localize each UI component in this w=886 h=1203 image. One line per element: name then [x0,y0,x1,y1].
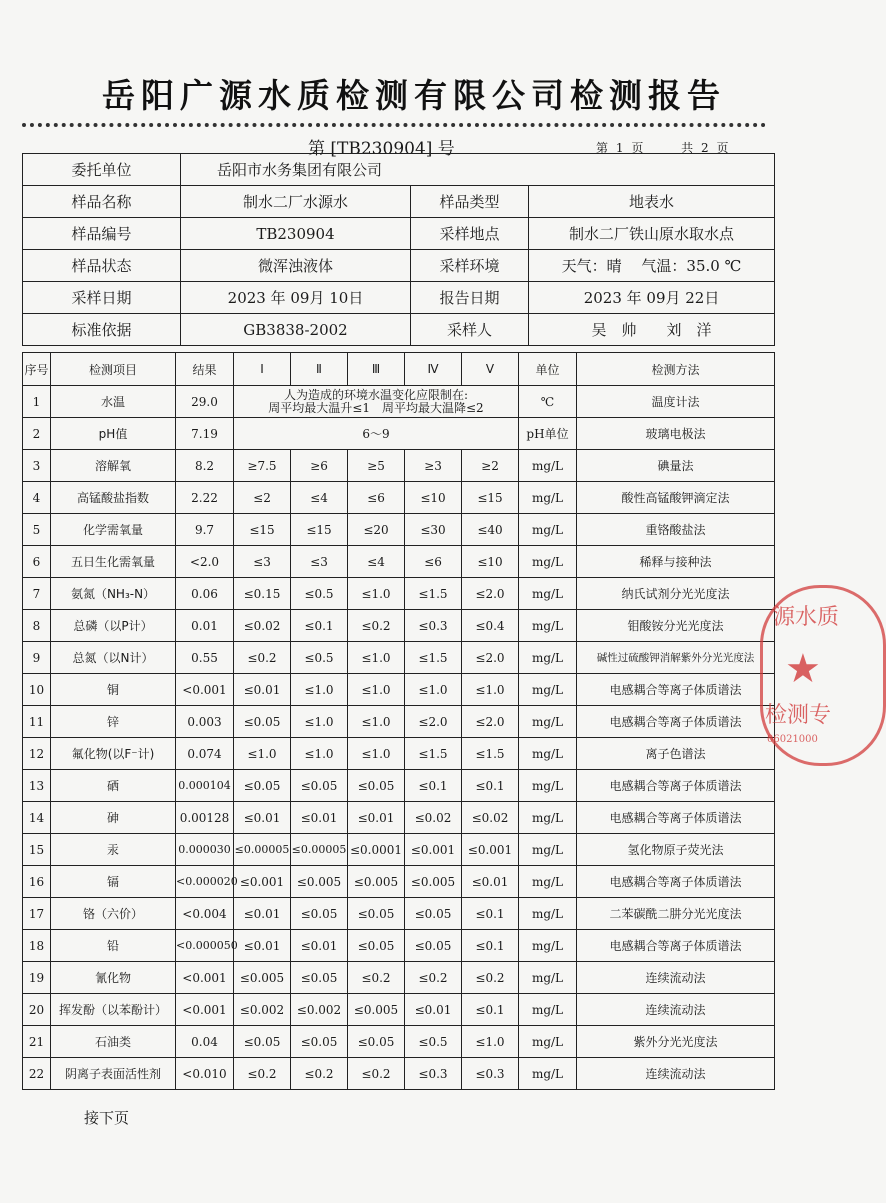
row-method: 电感耦合等离子体质谱法 [577,706,775,738]
table-row [23,770,775,802]
row-unit: mg/L [519,482,577,514]
row-class4: ≤1.5 [405,578,462,610]
row-method: 电感耦合等离子体质谱法 [577,866,775,898]
col-class2-header: Ⅱ [291,353,348,386]
row-class4: ≤0.3 [405,1058,462,1090]
info-row-state [23,250,775,282]
standard-label: 标准依据 [23,314,181,346]
row-class1: ≤0.005 [234,962,291,994]
row-method: 电感耦合等离子体质谱法 [577,802,775,834]
row-class5: ≤10 [462,546,519,578]
row-result: <0.010 [176,1058,234,1090]
row-class3: ≤1.0 [348,642,405,674]
row-result: <0.001 [176,994,234,1026]
row-class1: ≤0.05 [234,770,291,802]
table-row [23,418,775,450]
row-result: <0.004 [176,898,234,930]
row-class3: ≤0.05 [348,898,405,930]
row-result: 0.55 [176,642,234,674]
col-class4-header: Ⅳ [405,353,462,386]
row-unit: mg/L [519,578,577,610]
row-class3: ≤0.05 [348,1026,405,1058]
row-method: 稀释与接种法 [577,546,775,578]
row-result: 0.000104 [176,770,234,802]
info-row-sample-no [23,218,775,250]
row-result: 0.000030 [176,834,234,866]
row-class2: ≤0.05 [291,898,348,930]
row-method: 纳氏试剂分光光度法 [577,578,775,610]
row-no: 8 [23,610,51,642]
row-unit: mg/L [519,962,577,994]
row-method: 碱性过硫酸钾消解紫外分光光度法 [577,642,775,674]
col-class3-header: Ⅲ [348,353,405,386]
row-method: 电感耦合等离子体质谱法 [577,674,775,706]
table-row [23,738,775,770]
row-result: 2.22 [176,482,234,514]
total-unit: 页 [716,141,729,155]
row-item: 水温 [51,386,176,418]
row-class4: ≤0.2 [405,962,462,994]
row-class3: ≤0.0001 [348,834,405,866]
row-class2: ≤1.0 [291,706,348,738]
client-value: 岳阳市水务集团有限公司 [181,154,775,186]
row-item: 氨氮（NH₃-N） [51,578,176,610]
row-class4: ≤0.3 [405,610,462,642]
seal-code: 06021000 [767,734,818,745]
row-no: 2 [23,418,51,450]
row-class2: ≤1.0 [291,738,348,770]
row-result: <0.001 [176,674,234,706]
row-no: 3 [23,450,51,482]
info-row-sample-name [23,186,775,218]
row-result: <0.001 [176,962,234,994]
row-class1: ≤0.2 [234,642,291,674]
row-class3: ≤0.005 [348,994,405,1026]
table-row [23,386,775,418]
table-row [23,1058,775,1090]
row-class5: ≤0.2 [462,962,519,994]
row-class5: ≤0.1 [462,994,519,1026]
row-class1: ≤1.0 [234,738,291,770]
row-class2: ≤0.05 [291,770,348,802]
row-no: 6 [23,546,51,578]
row-method: 氢化物原子荧光法 [577,834,775,866]
sampler-value: 吴 帅 刘 洋 [529,314,775,346]
note-line-1: 人为造成的环境水温变化应限制在: [283,387,469,402]
row-no: 14 [23,802,51,834]
row-class4: ≤10 [405,482,462,514]
row-method: 紫外分光光度法 [577,1026,775,1058]
temperature-note [234,386,519,418]
row-unit: mg/L [519,802,577,834]
row-class3: ≥5 [348,450,405,482]
state-value: 微浑浊液体 [181,250,411,282]
client-label: 委托单位 [23,154,181,186]
table-row [23,450,775,482]
table-row [23,674,775,706]
row-unit: mg/L [519,450,577,482]
row-item: 高锰酸盐指数 [51,482,176,514]
row-class2: ≤3 [291,546,348,578]
row-no: 21 [23,1026,51,1058]
row-method: 玻璃电极法 [577,418,775,450]
env-label: 采样环境 [411,250,529,282]
date-value: 2023 年 09月 10日 [181,282,411,314]
site-value: 制水二厂铁山原水取水点 [529,218,775,250]
row-unit: mg/L [519,866,577,898]
row-class2: ≤0.01 [291,802,348,834]
row-result: <0.000020 [176,866,234,898]
row-item: 化学需氧量 [51,514,176,546]
row-class5: ≤0.1 [462,898,519,930]
row-result: 0.01 [176,610,234,642]
row-method: 重铬酸盐法 [577,514,775,546]
row-class3: ≤0.05 [348,930,405,962]
row-class1: ≤3 [234,546,291,578]
table-row [23,706,775,738]
row-item: pH值 [51,418,176,450]
row-item: 总磷（以P计） [51,610,176,642]
sample-name-value: 制水二厂水源水 [181,186,411,218]
row-item: 镉 [51,866,176,898]
row-no: 10 [23,674,51,706]
row-result: 7.19 [176,418,234,450]
row-method: 离子色谱法 [577,738,775,770]
table-row [23,898,775,930]
row-class3: ≤6 [348,482,405,514]
page-unit: 页 [631,141,644,155]
row-class4: ≤0.01 [405,994,462,1026]
table-header-row [23,353,775,386]
seal-star-icon: ★ [785,646,821,692]
row-no: 11 [23,706,51,738]
row-unit: mg/L [519,898,577,930]
row-unit: mg/L [519,834,577,866]
row-class2: ≤0.00005 [291,834,348,866]
row-class5: ≤0.1 [462,930,519,962]
row-no: 22 [23,1058,51,1090]
row-method: 电感耦合等离子体质谱法 [577,930,775,962]
row-class1: ≤15 [234,514,291,546]
row-method: 二苯碳酰二肼分光光度法 [577,898,775,930]
continued-note: 接下页 [84,1109,130,1127]
col-item-header: 检测项目 [51,353,176,386]
row-no: 18 [23,930,51,962]
row-class3: ≤0.01 [348,802,405,834]
row-unit: pH单位 [519,418,577,450]
report-number: 第 [TB230904] 号 [308,139,455,159]
row-class1: ≤0.2 [234,1058,291,1090]
table-row [23,642,775,674]
row-item: 砷 [51,802,176,834]
table-row [23,546,775,578]
sample-type-value: 地表水 [529,186,775,218]
table-row [23,994,775,1026]
env-value: 天气：晴 气温：35.0 ℃ [529,250,775,282]
row-class2: ≤0.5 [291,642,348,674]
seal-text-top: 源水质 [773,605,840,630]
row-class4: ≤30 [405,514,462,546]
table-row [23,482,775,514]
info-row-standard [23,314,775,346]
row-class1: ≤0.01 [234,802,291,834]
row-no: 20 [23,994,51,1026]
row-class5: ≤0.01 [462,866,519,898]
col-no-header: 序号 [23,353,51,386]
row-class2: ≤0.01 [291,930,348,962]
row-item: 硒 [51,770,176,802]
row-result: 8.2 [176,450,234,482]
row-item: 氰化物 [51,962,176,994]
row-no: 9 [23,642,51,674]
row-class5: ≤0.4 [462,610,519,642]
sampler-label: 采样人 [411,314,529,346]
row-class1: ≤0.001 [234,866,291,898]
row-unit: mg/L [519,770,577,802]
page-number: 1 [615,141,624,155]
row-method: 连续流动法 [577,1058,775,1090]
row-unit: ℃ [519,386,577,418]
col-unit-header: 单位 [519,353,577,386]
row-class3: ≤0.05 [348,770,405,802]
col-result-header: 结果 [176,353,234,386]
row-class2: ≤0.005 [291,866,348,898]
row-class2: ≤4 [291,482,348,514]
table-row [23,930,775,962]
row-class2: ≤1.0 [291,674,348,706]
row-item: 铬（六价） [51,898,176,930]
row-item: 阴离子表面活性剂 [51,1058,176,1090]
sample-no-label: 样品编号 [23,218,181,250]
row-no: 5 [23,514,51,546]
row-result: 0.06 [176,578,234,610]
row-class3: ≤1.0 [348,674,405,706]
row-unit: mg/L [519,738,577,770]
table-row [23,1026,775,1058]
row-item: 铜 [51,674,176,706]
row-item: 锌 [51,706,176,738]
row-no: 12 [23,738,51,770]
row-method: 碘量法 [577,450,775,482]
sample-no-value: TB230904 [181,218,411,250]
row-class5: ≤2.0 [462,578,519,610]
page-label: 第 [596,141,609,155]
row-result: 0.04 [176,1026,234,1058]
row-item: 溶解氧 [51,450,176,482]
row-result: 9.7 [176,514,234,546]
row-unit: mg/L [519,514,577,546]
row-unit: mg/L [519,642,577,674]
row-item: 氟化物(以F⁻计) [51,738,176,770]
row-item: 石油类 [51,1026,176,1058]
row-class1: ≤0.01 [234,674,291,706]
row-class1: ≤0.01 [234,898,291,930]
row-class2: ≤15 [291,514,348,546]
row-no: 1 [23,386,51,418]
row-item: 汞 [51,834,176,866]
row-class1: ≥7.5 [234,450,291,482]
row-class2: ≤0.2 [291,1058,348,1090]
sample-name-label: 样品名称 [23,186,181,218]
row-class5: ≥2 [462,450,519,482]
row-unit: mg/L [519,610,577,642]
info-row-date [23,282,775,314]
total-number: 2 [701,141,709,155]
row-unit: mg/L [519,1058,577,1090]
row-class2: ≤0.002 [291,994,348,1026]
row-method: 电感耦合等离子体质谱法 [577,770,775,802]
row-class2: ≤0.1 [291,610,348,642]
row-class4: ≤1.5 [405,642,462,674]
table-row [23,514,775,546]
table-row [23,610,775,642]
row-result: 29.0 [176,386,234,418]
row-class5: ≤0.001 [462,834,519,866]
state-label: 样品状态 [23,250,181,282]
row-class5: ≤40 [462,514,519,546]
seal-text-bottom: 检测专 [765,703,832,728]
row-result: 0.003 [176,706,234,738]
row-item: 铅 [51,930,176,962]
table-row [23,962,775,994]
row-class3: ≤1.0 [348,578,405,610]
row-no: 17 [23,898,51,930]
row-item: 挥发酚（以苯酚计） [51,994,176,1026]
row-class1: ≤0.00005 [234,834,291,866]
row-class1: ≤0.15 [234,578,291,610]
row-class4: ≤0.5 [405,1026,462,1058]
row-class4: ≤1.5 [405,738,462,770]
row-class1: ≤0.002 [234,994,291,1026]
row-class1: ≤0.05 [234,706,291,738]
row-class4: ≤1.0 [405,674,462,706]
row-no: 15 [23,834,51,866]
row-class5: ≤1.0 [462,1026,519,1058]
row-unit: mg/L [519,1026,577,1058]
row-class4: ≤0.05 [405,930,462,962]
row-class3: ≤0.2 [348,1058,405,1090]
row-unit: mg/L [519,674,577,706]
row-method: 连续流动法 [577,994,775,1026]
row-item: 五日生化需氧量 [51,546,176,578]
col-class1-header: Ⅰ [234,353,291,386]
row-class1: ≤0.02 [234,610,291,642]
row-unit: mg/L [519,994,577,1026]
row-class2: ≥6 [291,450,348,482]
row-class3: ≤0.005 [348,866,405,898]
standard-value: GB3838-2002 [181,314,411,346]
row-class3: ≤0.2 [348,610,405,642]
table-row [23,866,775,898]
table-row [23,578,775,610]
row-method: 温度计法 [577,386,775,418]
sample-type-label: 样品类型 [411,186,529,218]
row-unit: mg/L [519,706,577,738]
row-class4: ≤6 [405,546,462,578]
row-class5: ≤2.0 [462,706,519,738]
sample-info-table [22,153,775,346]
ph-range: 6～9 [234,418,519,450]
row-class5: ≤0.1 [462,770,519,802]
results-table [22,352,775,1090]
row-no: 4 [23,482,51,514]
row-result: <2.0 [176,546,234,578]
row-class5: ≤0.02 [462,802,519,834]
col-method-header: 检测方法 [577,353,775,386]
table-row [23,834,775,866]
table-row [23,802,775,834]
report-date-label: 报告日期 [411,282,529,314]
row-class5: ≤1.0 [462,674,519,706]
row-class5: ≤0.3 [462,1058,519,1090]
row-no: 19 [23,962,51,994]
row-class4: ≤0.1 [405,770,462,802]
row-no: 13 [23,770,51,802]
row-method: 酸性高锰酸钾滴定法 [577,482,775,514]
row-class4: ≤0.05 [405,898,462,930]
row-class1: ≤0.05 [234,1026,291,1058]
report-title: 岳阳广源水质检测有限公司检测报告 [102,76,726,115]
row-unit: mg/L [519,546,577,578]
row-class2: ≤0.05 [291,1026,348,1058]
row-class3: ≤1.0 [348,706,405,738]
total-label: 共 [681,141,694,155]
site-label: 采样地点 [411,218,529,250]
row-unit: mg/L [519,930,577,962]
col-class5-header: Ⅴ [462,353,519,386]
title-divider [22,123,766,127]
row-class4: ≤2.0 [405,706,462,738]
row-class3: ≤0.2 [348,962,405,994]
row-class5: ≤2.0 [462,642,519,674]
official-seal [760,585,886,766]
row-class4: ≤0.001 [405,834,462,866]
row-class3: ≤4 [348,546,405,578]
row-no: 7 [23,578,51,610]
row-class5: ≤15 [462,482,519,514]
row-class3: ≤1.0 [348,738,405,770]
row-result: <0.000050 [176,930,234,962]
row-item: 总氮（以N计） [51,642,176,674]
row-result: 0.074 [176,738,234,770]
info-row-client [23,154,775,186]
row-class4: ≥3 [405,450,462,482]
row-class2: ≤0.05 [291,962,348,994]
note-line-2: 周平均最大温升≤1 周平均最大温降≤2 [268,400,484,415]
row-method: 连续流动法 [577,962,775,994]
row-no: 16 [23,866,51,898]
date-label: 采样日期 [23,282,181,314]
row-class2: ≤0.5 [291,578,348,610]
row-class5: ≤1.5 [462,738,519,770]
row-class1: ≤2 [234,482,291,514]
row-class4: ≤0.02 [405,802,462,834]
report-date-value: 2023 年 09月 22日 [529,282,775,314]
row-result: 0.00128 [176,802,234,834]
row-class3: ≤20 [348,514,405,546]
row-method: 钼酸铵分光光度法 [577,610,775,642]
row-class1: ≤0.01 [234,930,291,962]
row-class4: ≤0.005 [405,866,462,898]
